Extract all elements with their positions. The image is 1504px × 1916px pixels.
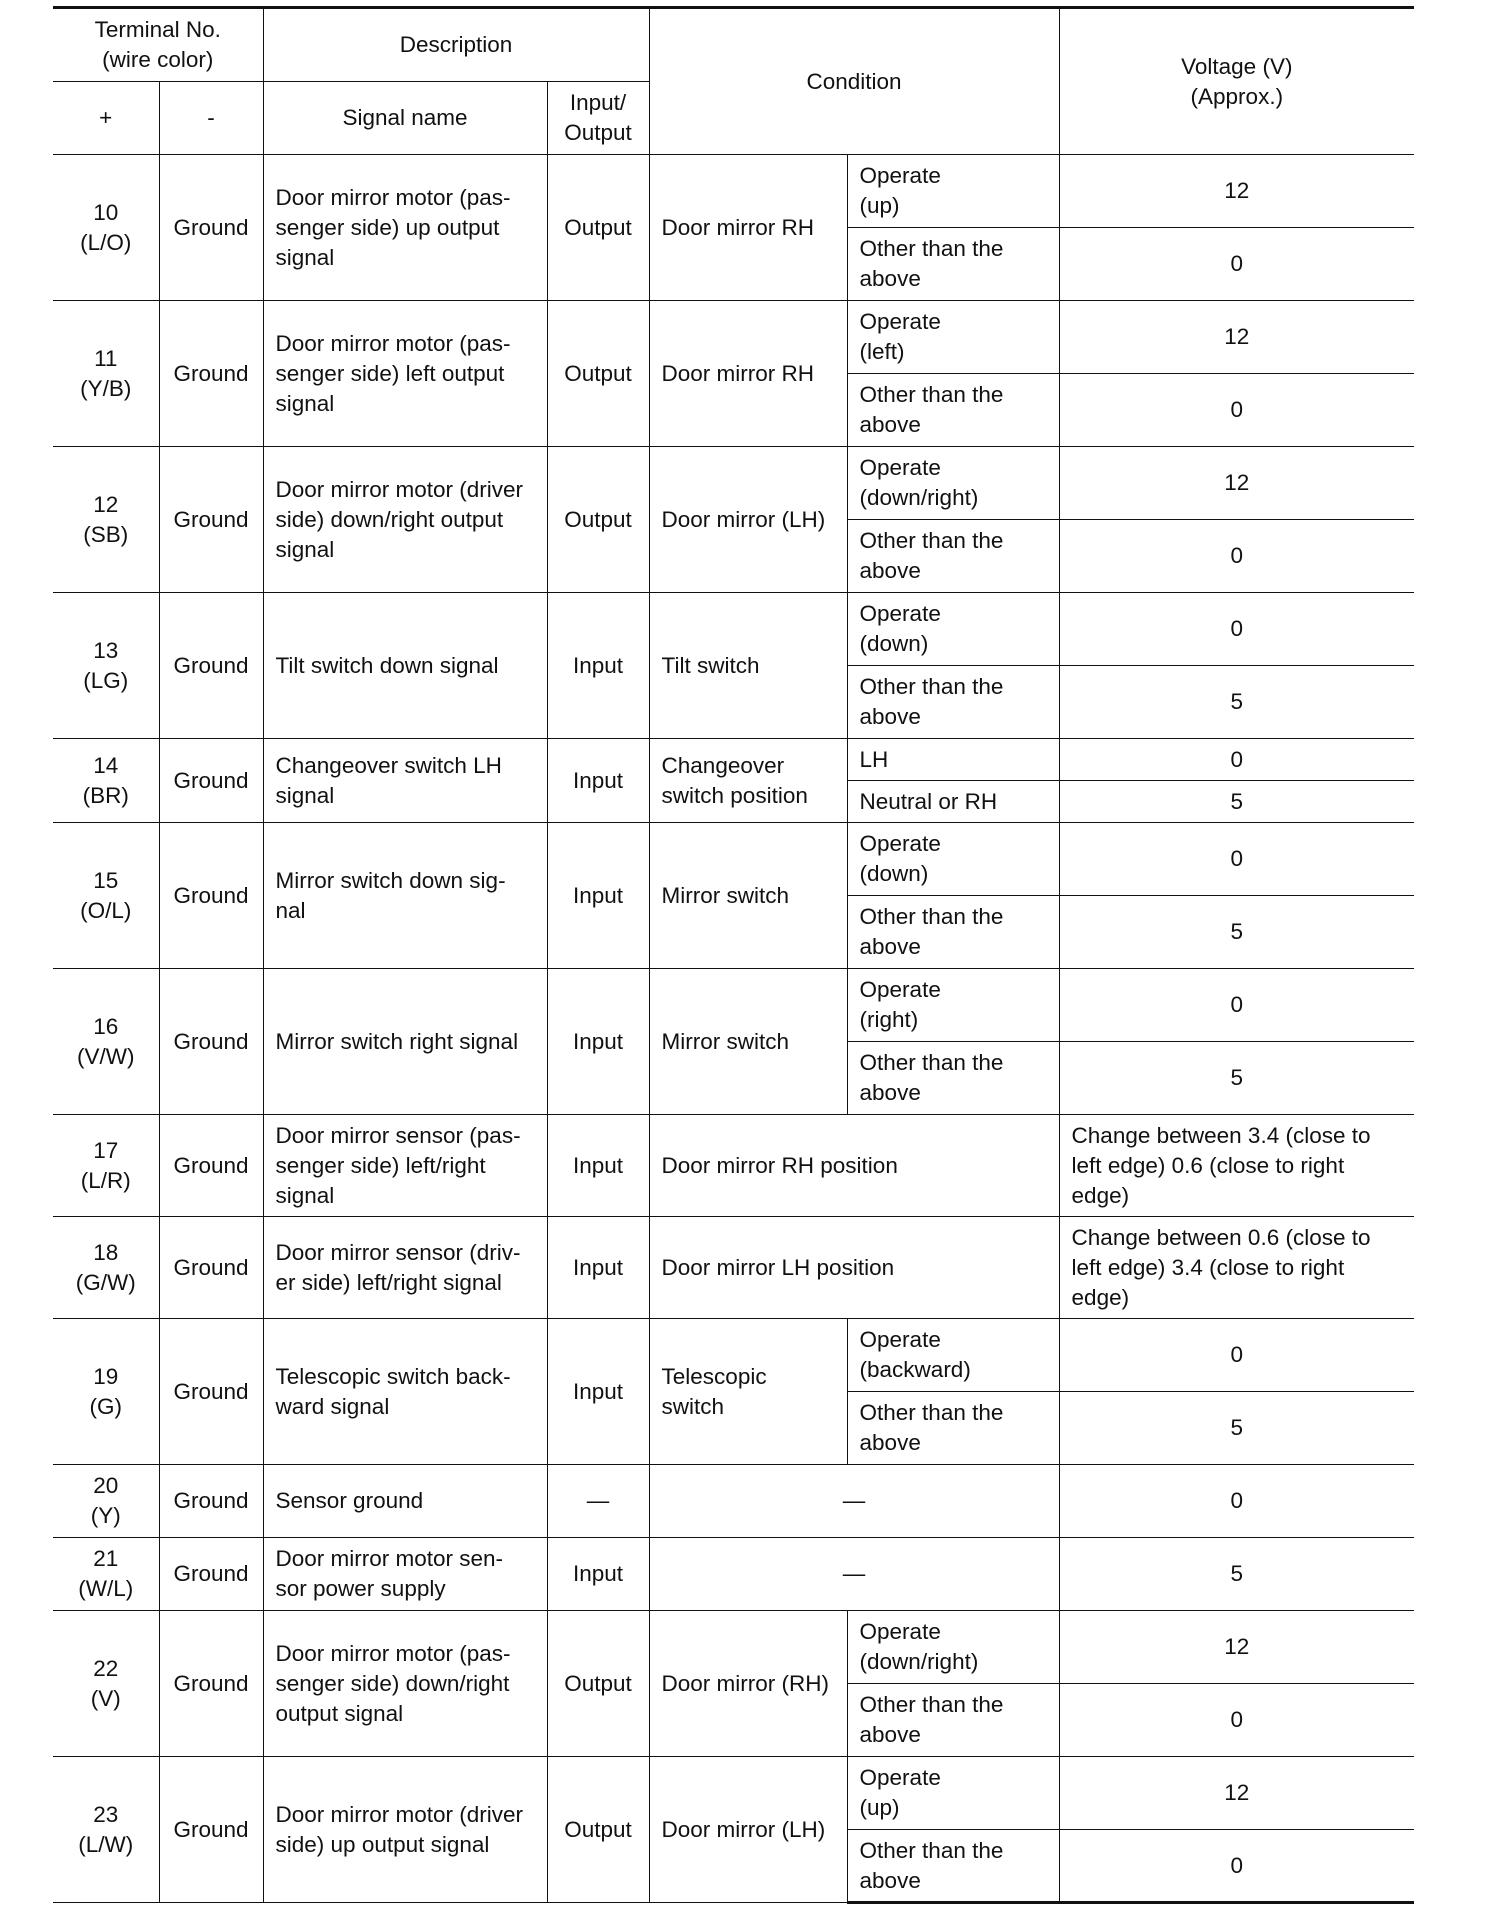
ground-cell: Ground xyxy=(159,447,263,593)
table-row xyxy=(53,155,1414,228)
io-cell: Output xyxy=(547,301,649,447)
table-row xyxy=(53,301,1414,374)
voltage-cell: 5 xyxy=(1059,1538,1414,1611)
condition-state-cell: Neutral or RH xyxy=(847,781,1059,823)
io-cell: Output xyxy=(547,1611,649,1757)
voltage-cell: Change between 0.6 (close to left edge) 3.4 (close to right edge) xyxy=(1059,1217,1414,1319)
signal-name-cell: Door mirror motor (pas- senger side) up output signal xyxy=(263,155,547,301)
header-condition: Condition xyxy=(649,8,1059,155)
condition-cell: Telescopic switch xyxy=(649,1319,847,1465)
condition-state-cell: Operate (down) xyxy=(847,593,1059,666)
ground-cell: Ground xyxy=(159,823,263,969)
io-cell: Input xyxy=(547,593,649,739)
voltage-cell: 0 xyxy=(1059,228,1414,301)
condition-cell: Door mirror RH xyxy=(649,155,847,301)
header-io: Input/ Output xyxy=(547,82,649,155)
ground-cell: Ground xyxy=(159,1115,263,1217)
signal-name-cell: Door mirror motor (driver side) down/right output signal xyxy=(263,447,547,593)
condition-state-cell: Other than the above xyxy=(847,1392,1059,1465)
signal-name-cell: Door mirror motor sen- sor power supply xyxy=(263,1538,547,1611)
io-cell: Input xyxy=(547,739,649,823)
voltage-cell: 0 xyxy=(1059,1684,1414,1757)
table-row xyxy=(53,739,1414,781)
header-description: Description xyxy=(263,8,649,82)
voltage-cell: 5 xyxy=(1059,896,1414,969)
terminal-cell: 15 (O/L) xyxy=(53,823,159,969)
condition-state-cell: Other than the above xyxy=(847,896,1059,969)
io-cell: — xyxy=(547,1465,649,1538)
signal-name-cell: Door mirror motor (pas- senger side) down/right output signal xyxy=(263,1611,547,1757)
condition-state-cell: Other than the above xyxy=(847,1042,1059,1115)
signal-name-cell: Door mirror motor (pas- senger side) left output signal xyxy=(263,301,547,447)
condition-state-cell: Other than the above xyxy=(847,1830,1059,1903)
terminal-cell: 11 (Y/B) xyxy=(53,301,159,447)
voltage-cell: 0 xyxy=(1059,593,1414,666)
condition-state-cell: Other than the above xyxy=(847,374,1059,447)
signal-name-cell: Telescopic switch back- ward signal xyxy=(263,1319,547,1465)
voltage-cell: 5 xyxy=(1059,1392,1414,1465)
condition-state-cell: Operate (right) xyxy=(847,969,1059,1042)
condition-cell: — xyxy=(649,1465,1059,1538)
header-signal-name: Signal name xyxy=(263,82,547,155)
condition-cell: Tilt switch xyxy=(649,593,847,739)
terminal-cell: 16 (V/W) xyxy=(53,969,159,1115)
signal-name-cell: Sensor ground xyxy=(263,1465,547,1538)
voltage-cell: 5 xyxy=(1059,666,1414,739)
ground-cell: Ground xyxy=(159,1465,263,1538)
voltage-cell: 0 xyxy=(1059,374,1414,447)
voltage-cell: 0 xyxy=(1059,1465,1414,1538)
table-body xyxy=(53,155,1414,1903)
condition-cell: Door mirror (LH) xyxy=(649,447,847,593)
terminal-cell: 19 (G) xyxy=(53,1319,159,1465)
table-row xyxy=(53,1217,1414,1319)
table-row xyxy=(53,969,1414,1042)
condition-cell: Door mirror RH position xyxy=(649,1115,1059,1217)
terminal-table xyxy=(53,6,1414,1904)
voltage-cell: Change between 3.4 (close to left edge) 0.6 (close to right edge) xyxy=(1059,1115,1414,1217)
table-row xyxy=(53,1319,1414,1392)
terminal-cell: 20 (Y) xyxy=(53,1465,159,1538)
io-cell: Input xyxy=(547,1319,649,1465)
io-cell: Input xyxy=(547,823,649,969)
voltage-cell: 12 xyxy=(1059,155,1414,228)
condition-cell: Changeover switch position xyxy=(649,739,847,823)
condition-state-cell: Operate (backward) xyxy=(847,1319,1059,1392)
header-plus: + xyxy=(53,82,159,155)
table-row xyxy=(53,447,1414,520)
terminal-cell: 23 (L/W) xyxy=(53,1757,159,1903)
header-terminal: Terminal No. (wire color) xyxy=(53,8,263,82)
voltage-cell: 12 xyxy=(1059,447,1414,520)
condition-state-cell: Operate (left) xyxy=(847,301,1059,374)
terminal-cell: 12 (SB) xyxy=(53,447,159,593)
io-cell: Input xyxy=(547,969,649,1115)
voltage-cell: 0 xyxy=(1059,823,1414,896)
condition-cell: Door mirror RH xyxy=(649,301,847,447)
condition-state-cell: Other than the above xyxy=(847,228,1059,301)
condition-state-cell: Other than the above xyxy=(847,1684,1059,1757)
condition-state-cell: Operate (up) xyxy=(847,155,1059,228)
table-row xyxy=(53,593,1414,666)
condition-cell: Door mirror LH position xyxy=(649,1217,1059,1319)
ground-cell: Ground xyxy=(159,1757,263,1903)
signal-name-cell: Door mirror motor (driver side) up output signal xyxy=(263,1757,547,1903)
voltage-cell: 5 xyxy=(1059,1042,1414,1115)
voltage-cell: 0 xyxy=(1059,1319,1414,1392)
condition-state-cell: Other than the above xyxy=(847,520,1059,593)
ground-cell: Ground xyxy=(159,1217,263,1319)
table-row xyxy=(53,1611,1414,1684)
terminal-cell: 13 (LG) xyxy=(53,593,159,739)
signal-name-cell: Tilt switch down signal xyxy=(263,593,547,739)
condition-state-cell: LH xyxy=(847,739,1059,781)
condition-cell: Door mirror (RH) xyxy=(649,1611,847,1757)
io-cell: Output xyxy=(547,447,649,593)
condition-cell: Mirror switch xyxy=(649,823,847,969)
ground-cell: Ground xyxy=(159,969,263,1115)
condition-state-cell: Other than the above xyxy=(847,666,1059,739)
condition-cell: Mirror switch xyxy=(649,969,847,1115)
terminal-cell: 22 (V) xyxy=(53,1611,159,1757)
ground-cell: Ground xyxy=(159,1611,263,1757)
io-cell: Input xyxy=(547,1538,649,1611)
io-cell: Output xyxy=(547,155,649,301)
ground-cell: Ground xyxy=(159,1319,263,1465)
terminal-cell: 10 (L/O) xyxy=(53,155,159,301)
condition-cell: — xyxy=(649,1538,1059,1611)
signal-name-cell: Changeover switch LH signal xyxy=(263,739,547,823)
table-row xyxy=(53,1115,1414,1217)
signal-name-cell: Door mirror sensor (pas- senger side) left/right signal xyxy=(263,1115,547,1217)
terminal-cell: 21 (W/L) xyxy=(53,1538,159,1611)
ground-cell: Ground xyxy=(159,739,263,823)
signal-name-cell: Mirror switch right signal xyxy=(263,969,547,1115)
table-row xyxy=(53,1465,1414,1538)
header-minus: - xyxy=(159,82,263,155)
io-cell: Input xyxy=(547,1115,649,1217)
condition-state-cell: Operate (down) xyxy=(847,823,1059,896)
table-row xyxy=(53,823,1414,896)
io-cell: Output xyxy=(547,1757,649,1903)
ground-cell: Ground xyxy=(159,593,263,739)
ground-cell: Ground xyxy=(159,1538,263,1611)
signal-name-cell: Mirror switch down sig- nal xyxy=(263,823,547,969)
voltage-cell: 0 xyxy=(1059,969,1414,1042)
terminal-cell: 17 (L/R) xyxy=(53,1115,159,1217)
terminal-cell: 14 (BR) xyxy=(53,739,159,823)
terminal-cell: 18 (G/W) xyxy=(53,1217,159,1319)
condition-state-cell: Operate (down/right) xyxy=(847,447,1059,520)
ground-cell: Ground xyxy=(159,301,263,447)
voltage-cell: 0 xyxy=(1059,739,1414,781)
voltage-cell: 0 xyxy=(1059,1830,1414,1903)
voltage-cell: 12 xyxy=(1059,1757,1414,1830)
voltage-cell: 12 xyxy=(1059,301,1414,374)
table-row xyxy=(53,1757,1414,1830)
table-row xyxy=(53,1538,1414,1611)
ground-cell: Ground xyxy=(159,155,263,301)
condition-state-cell: Operate (up) xyxy=(847,1757,1059,1830)
voltage-cell: 0 xyxy=(1059,520,1414,593)
header-voltage: Voltage (V) (Approx.) xyxy=(1059,8,1414,155)
voltage-cell: 12 xyxy=(1059,1611,1414,1684)
condition-state-cell: Operate (down/right) xyxy=(847,1611,1059,1684)
io-cell: Input xyxy=(547,1217,649,1319)
signal-name-cell: Door mirror sensor (driv- er side) left/right signal xyxy=(263,1217,547,1319)
condition-cell: Door mirror (LH) xyxy=(649,1757,847,1903)
voltage-cell: 5 xyxy=(1059,781,1414,823)
